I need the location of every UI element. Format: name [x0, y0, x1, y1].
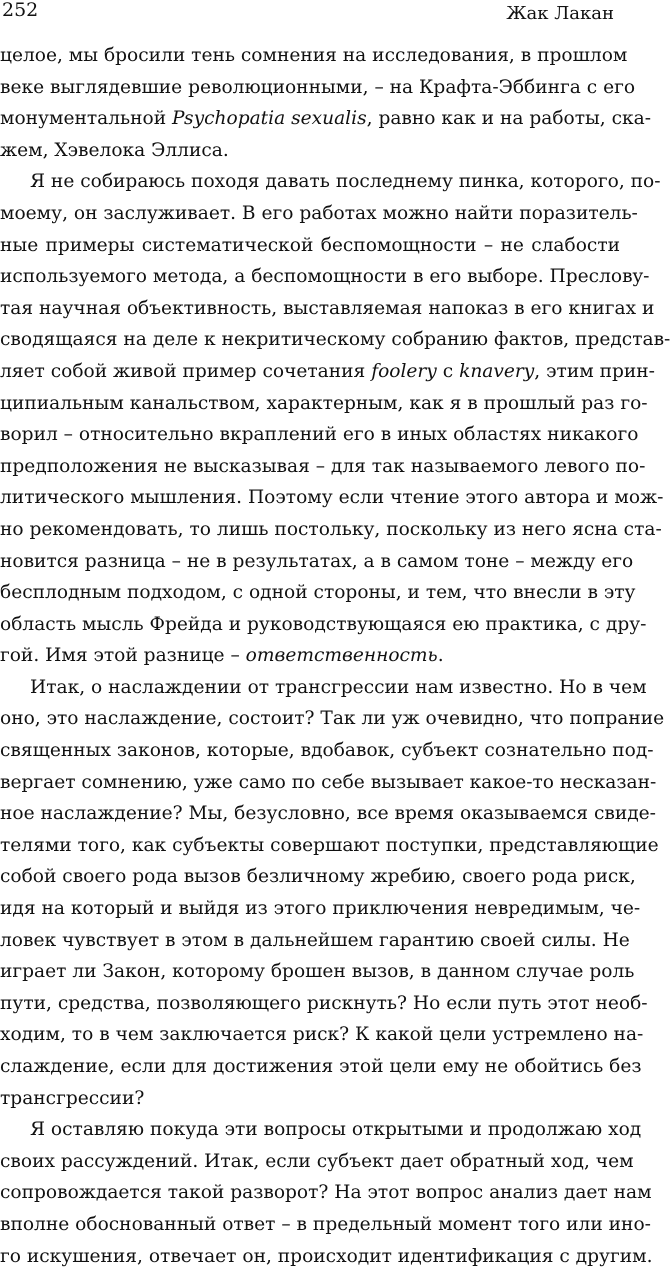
italic-text: knavery — [459, 360, 535, 382]
text-line — [0, 166, 661, 198]
running-head: Жак Лакан — [506, 3, 614, 24]
paragraph-1 — [0, 40, 652, 166]
text-run: , равно как и на работы, ска- — [366, 108, 652, 130]
text-run: ворил – относительно вкраплений его в иных областях никакого — [0, 424, 639, 446]
text-run: сопровождается такой разворот? На этот вопрос анализ дает нам — [0, 1182, 652, 1204]
text-run: ляет собой живой пример сочетания — [0, 360, 372, 382]
text-line — [0, 514, 662, 546]
text-run: ловек чувствует в этом в дальнейшем гарантию своей силы. Не — [0, 929, 630, 951]
text-run: го искушения, отвечает он, происходит идентификация с другим. — [0, 1245, 653, 1267]
text-line — [0, 988, 648, 1020]
text-line — [0, 830, 659, 862]
paragraph-4 — [0, 1114, 653, 1272]
text-line — [0, 1241, 653, 1272]
text-line — [0, 1146, 634, 1178]
text-line — [0, 40, 628, 72]
text-line — [0, 356, 655, 388]
text-run: но рекомендовать, то лишь постольку, поскольку из него ясна ста- — [0, 518, 662, 540]
page-number: 252 — [2, 0, 39, 21]
text-run: бесплодным подходом, с одной стороны, и тем, что внесли в эту — [0, 582, 636, 604]
text-line — [0, 261, 650, 293]
text-run: используемого метода, а беспомощности в его выборе. Пресловy- — [0, 266, 650, 288]
text-line — [0, 135, 620, 167]
text-line — [0, 1051, 642, 1083]
text-run: веке выглядевшие революционными, – на Крафта-Эббинга с его — [0, 76, 636, 98]
text-run: пути, средства, позволяющего рискнуть? Но если путь этот необ- — [0, 992, 648, 1014]
text-line — [0, 388, 648, 420]
text-run: Я не собираюсь походя давать последнему пинка, которого, по- — [30, 171, 661, 193]
text-run: область мысль Фрейда и руководствующаяся ею практика, с дру- — [0, 613, 647, 635]
text-line — [0, 324, 670, 356]
paragraph-2 — [0, 166, 670, 672]
text-line — [0, 419, 639, 451]
text-line — [0, 1177, 652, 1209]
text-run: ципиальным канальством, характерным, как я в прошлый раз го- — [0, 392, 648, 414]
text-run: сводящаяся на деле к некритическому собранию фактов, представ- — [0, 329, 670, 351]
text-run: слаждение, если для достижения этой цели ему не обойтись без — [0, 1056, 642, 1077]
text-line — [0, 198, 638, 230]
text-line — [0, 640, 620, 672]
page-header — [0, 0, 620, 34]
text-run: гой. Имя этой разнице – — [0, 645, 246, 667]
text-line — [0, 230, 620, 262]
text-run: ное наслаждение? Мы, безусловно, все время оказываемся свиде- — [0, 803, 656, 825]
text-line — [0, 1083, 620, 1115]
text-line — [0, 72, 636, 104]
text-run: вполне обоснованный ответ – в предельный момент того или ино- — [0, 1213, 651, 1235]
text-line — [0, 798, 656, 830]
text-line — [0, 767, 657, 799]
text-run: вергает сомнению, уже само по себе вызывает какое-то несказан- — [0, 771, 657, 793]
text-line — [0, 293, 655, 325]
text-line — [0, 893, 641, 925]
text-line — [0, 703, 665, 735]
text-line — [0, 103, 652, 135]
text-line — [0, 451, 646, 483]
text-run: Я оставляю покуда эти вопросы открытыми и продолжаю ход — [30, 1119, 642, 1141]
text-line — [0, 672, 647, 704]
text-line — [0, 861, 636, 893]
text-run: с — [436, 360, 460, 382]
text-line — [0, 1019, 644, 1051]
text-run: монументальной — [0, 108, 173, 130]
paragraph-3 — [0, 672, 665, 1114]
text-run: тая научная объективность, выставляемая напоказ в его книгах и — [0, 297, 655, 319]
text-run: священных законов, которые, вдобавок, субъект сознательно под- — [0, 740, 654, 762]
text-run: . — [437, 645, 444, 667]
text-line — [0, 925, 630, 957]
italic-text: ответственность — [245, 645, 438, 667]
text-run: Итак, о наслаждении от трансгрессии нам известно. Но в чем — [30, 676, 647, 698]
text-run: своих рассуждений. Итак, если субъект дает обратный ход, чем — [0, 1150, 634, 1172]
text-line — [0, 546, 634, 578]
text-line — [0, 956, 635, 988]
text-line — [0, 735, 654, 767]
text-run: ходим, то в чем заключается риск? К какой цели устремлено на- — [0, 1024, 644, 1046]
text-run: ные примеры систематической беспомощности – не слабости — [0, 234, 620, 256]
text-run: моему, он заслуживает. В его работах можно найти поразитель- — [0, 202, 638, 224]
text-run: оно, это наслаждение, состоит? Так ли уж очевидно, что попрание — [0, 708, 665, 730]
text-run: жем, Хэвелока Эллиса. — [0, 139, 229, 161]
text-run: литического мышления. Поэтому если чтение этого автора и мож- — [0, 487, 664, 509]
text-line — [0, 609, 647, 641]
text-run: играет ли Закон, которому брошен вызов, в данном случае роль — [0, 961, 635, 983]
italic-text: foolery — [371, 360, 437, 382]
text-line — [0, 482, 664, 514]
text-line — [0, 1209, 651, 1241]
text-run: , этим прин- — [534, 360, 655, 382]
text-run: идя на который и выйдя из этого приключения невредимым, че- — [0, 898, 641, 920]
text-run: собой своего рода вызов безличному жребию, своего рода риск, — [0, 866, 636, 888]
text-run: предположения не высказывая – для так называемого левого по- — [0, 455, 646, 477]
italic-text: Psychopatia sexualis — [172, 108, 367, 130]
text-run: целое, мы бросили тень сомнения на исследования, в прошлом — [0, 45, 628, 66]
text-line — [0, 1114, 642, 1146]
text-run: трансгрессии? — [0, 1087, 145, 1109]
text-run: новится разница – не в результатах, а в самом тоне – между его — [0, 550, 634, 572]
body-text — [0, 40, 670, 1272]
text-line — [0, 577, 636, 609]
text-run: телями того, как субъекты совершают поступки, представляющие — [0, 834, 659, 856]
